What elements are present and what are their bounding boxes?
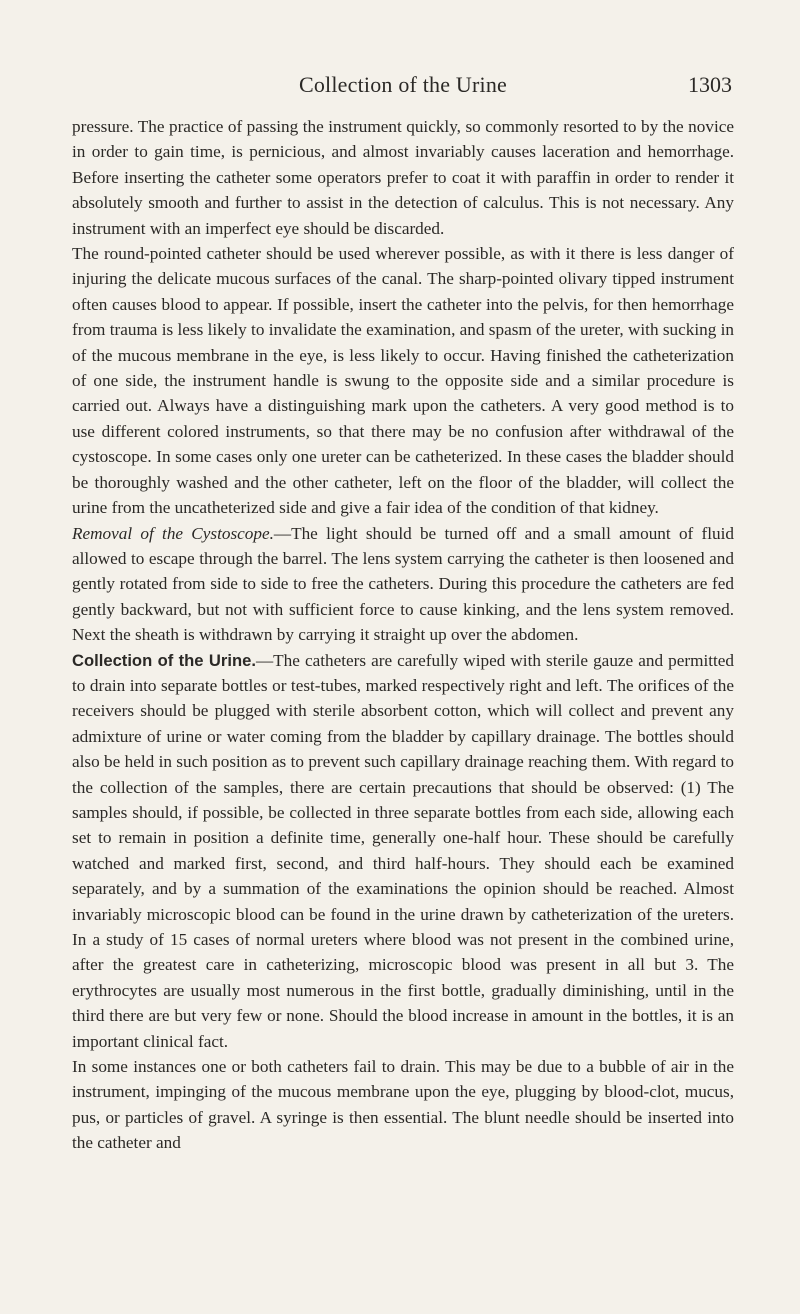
collection-body: —The catheters are carefully wiped with sterile gauze and permitted to drain into separate bottles or test-tubes, marked respectively right and left. The orifices of the receivers should be plugged with sterile absorbent cotton, which will collect and prevent any admixture of urine or water coming from the bladder by capillary drainage. The bottles should also be held in such position as to prevent such capillary drainage reaching them. With regard to the collection of the samples, there are certain precautions that should be observed: (1) The samples should, if possible, be collected in three separate bottles from each side, allowing each set to remain in position a definite time, generally one-half hour. These should be carefully watched and marked first, second, and third half-hours. They should each be examined separately, and by a summation of the examinations the opinion should be reached. Almost invariably microscopic blood can be found in the urine drawn by catheterization of the ureters. In a study of 15 cases of normal ureters where blood was not present in the combined urine, after the greatest care in catheterizing, microscopic blood was present in all but 3. The erythrocytes are usually most numerous in the first bottle, gradually diminishing, until in the third there are but very few or none. Should the blood increase in amount in the bottles, it is an important clinical fact.	[72, 650, 734, 1051]
collection-heading: Collection of the Urine.	[72, 650, 256, 670]
running-title: Collection of the Urine	[298, 72, 508, 97]
page-number: 1303	[688, 72, 732, 97]
paragraph-catheters-fail-to-drain: In some instances one or both catheters fail to drain. This may be due to a bubble of air in the instrument, impinging of the mucous membrane upon the eye, plugging by blood-clot, mucus, pus, or particles of gravel. A syringe is then essential. The blunt needle should be inserted into the catheter and	[72, 1057, 734, 1153]
paragraph-collection-of-urine	[72, 648, 734, 1055]
removal-body: —The light should be turned off and a small amount of fluid allowed to escape through the barrel. The lens system carrying the catheter is then loosened and gently rotated from side to side to free the catheters. During this procedure the catheters are fed gently backward, but not with sufficient force to cause kinking, and the lens system removed. Next the sheath is withdrawn by carrying it straight up over the abdomen.	[72, 523, 734, 645]
running-head	[72, 72, 734, 102]
paragraph-continuation: pressure. The practice of passing the instrument quickly, so commonly resorted to by the novice in order to gain time, is pernicious, and almost invariably causes laceration and hemorrhage. Before inserting the catheter some operators prefer to coat it with paraffin in order to render it absolutely smooth and further to assist in the detection of calculus. This is not necessary. Any instrument with an imperfect eye should be discarded.	[72, 117, 734, 238]
paragraph-removal-of-cystoscope	[72, 521, 734, 648]
paragraph-round-pointed-catheter: The round-pointed catheter should be used wherever possible, as with it there is less danger of injuring the delicate mucous surfaces of the canal. The sharp-pointed olivary tipped instrument often causes blood to appear. If possible, insert the catheter into the pelvis, for then hemorrhage from trauma is less likely to invalidate the examination, and spasm of the ureter, with sucking in of the mucous membrane in the eye, is less likely to occur. Having finished the catheterization of one side, the instrument handle is swung to the opposite side and a similar procedure is carried out. Always have a distinguishing mark upon the catheters. A very good method is to use different colored instruments, so that there may be no confusion after withdrawal of the cystoscope. In some cases only one ureter can be catheterized. In these cases the bladder should be thoroughly washed and the other catheter, left on the floor of the bladder, will collect the urine from the uncatheterized side and give a fair idea of the condition of that kidney.	[72, 244, 734, 518]
removal-heading: Removal of the Cystoscope.	[72, 523, 274, 543]
